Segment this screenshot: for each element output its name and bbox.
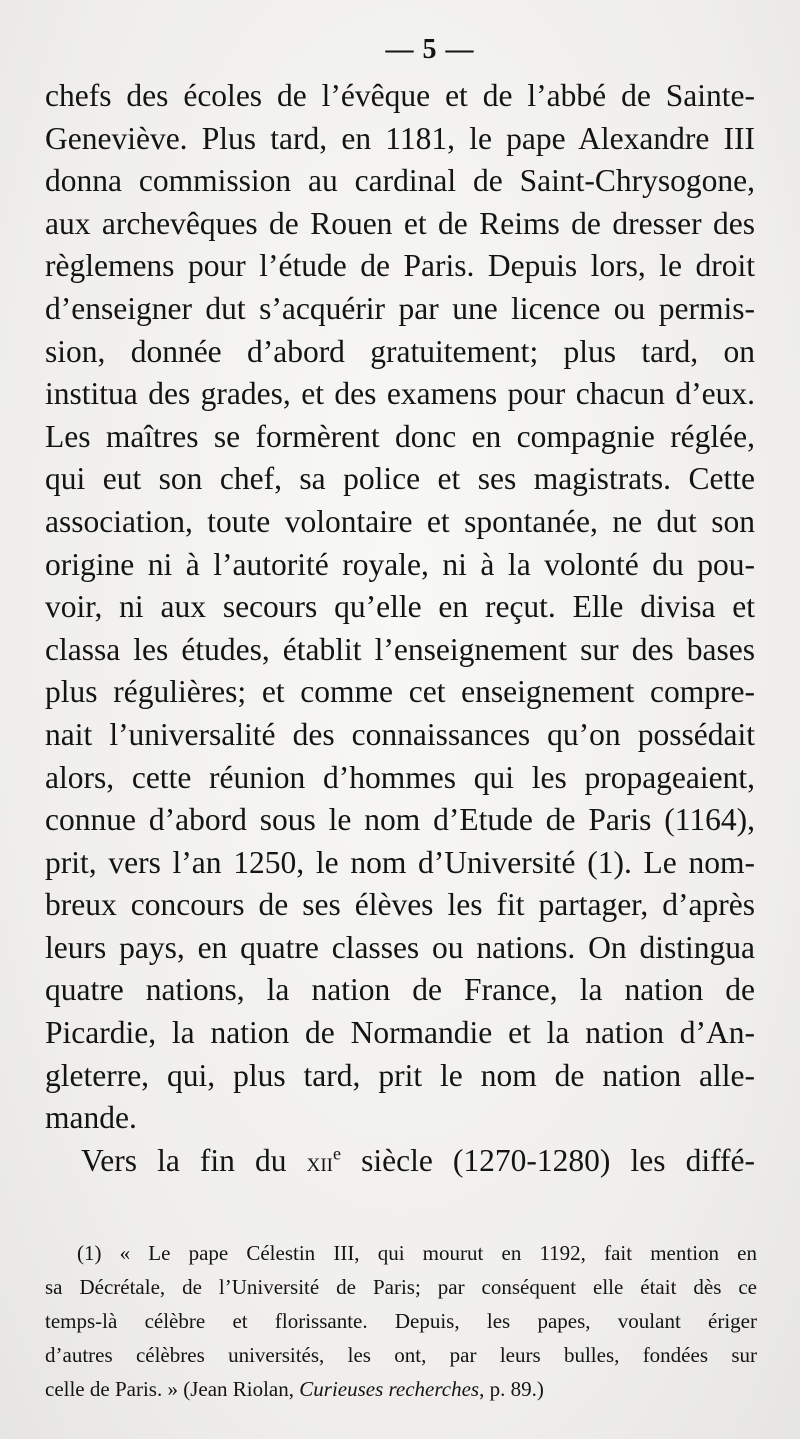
text-line: Les maîtres se formèrent donc en compagnie réglée, <box>45 418 755 454</box>
text-line: leurs pays, en quatre classes ou nations. On distingua <box>45 929 755 965</box>
footnote-last-line <box>45 1372 757 1406</box>
text-line: association, toute volontaire et spontanée, ne dut son <box>45 503 755 539</box>
text-line: prit, vers l’an 1250, le nom d’Université (1). Le nom- <box>45 844 755 880</box>
footnote-line: (1) « Le pape Célestin III, qui mourut en 1192, fait mention en <box>77 1241 757 1265</box>
text-line: connue d’abord sous le nom d’Etude de Paris (1164), <box>45 802 755 838</box>
footnote-line: temps-là célèbre et florissante. Depuis, les papes, voulant ériger <box>45 1309 757 1333</box>
book-title: Curieuses recherches <box>299 1377 480 1401</box>
roman-numeral: xii <box>306 1146 334 1177</box>
text-line: chefs des écoles de l’évêque et de l’abbé de Sainte- <box>45 78 755 113</box>
footnote-line: sa Décrétale, de l’Université de Paris; par conséquent elle était dès ce <box>45 1275 757 1299</box>
text-line: plus régulières; et comme cet enseignement compre- <box>45 674 755 710</box>
text-fragment: celle de Paris. » (Jean Riolan, <box>45 1377 300 1401</box>
text-line: donna commission au cardinal de Saint-Chrysogone, <box>45 163 755 199</box>
paragraph-start-line <box>45 1140 755 1183</box>
text-fragment: Vers la fin du <box>81 1142 307 1178</box>
text-line: gleterre, qui, plus tard, prit le nom de nation alle- <box>45 1057 755 1093</box>
text-line: d’enseigner dut s’acquérir par une licence ou permis- <box>45 290 755 326</box>
text-line: Picardie, la nation de Normandie et la nation d’An- <box>45 1015 755 1051</box>
text-line: quatre nations, la nation de France, la nation de <box>45 972 755 1008</box>
text-line: institua des grades, et des examens pour chacun d’eux. <box>45 376 755 412</box>
text-line: breux concours de ses élèves les fit partager, d’après <box>45 887 755 923</box>
footnote-line: d’autres célèbres universités, les ont, par leurs bulles, fondées sur <box>45 1343 757 1367</box>
superscript: e <box>333 1143 342 1164</box>
text-line: Geneviève. Plus tard, en 1181, le pape Alexandre III <box>45 120 755 156</box>
text-line: voir, ni aux secours qu’elle en reçut. Elle divisa et <box>45 589 755 625</box>
text-line: règlemens pour l’étude de Paris. Depuis lors, le droit <box>45 248 755 284</box>
text-line: alors, cette réunion d’hommes qui les propageaient, <box>45 759 755 795</box>
text-line: origine ni à l’autorité royale, ni à la volonté du pou- <box>45 546 755 582</box>
body-text <box>45 75 755 1182</box>
text-line: mande. <box>45 1100 137 1136</box>
text-line: qui eut son chef, sa police et ses magistrats. Cette <box>45 461 755 497</box>
text-fragment: siècle (1270-1280) les diffé- <box>341 1142 755 1178</box>
text-line: nait l’universalité des connaissances qu’on possédait <box>45 716 755 752</box>
text-line: classa les études, établit l’enseignement sur des bases <box>45 631 755 667</box>
text-line: aux archevêques de Rouen et de Reims de dresser des <box>45 205 755 241</box>
text-line: sion, donnée d’abord gratuitement; plus tard, on <box>45 333 755 369</box>
page-number: — 5 — <box>385 34 475 65</box>
footnote <box>45 1236 757 1406</box>
text-fragment: , p. 89.) <box>479 1377 544 1401</box>
